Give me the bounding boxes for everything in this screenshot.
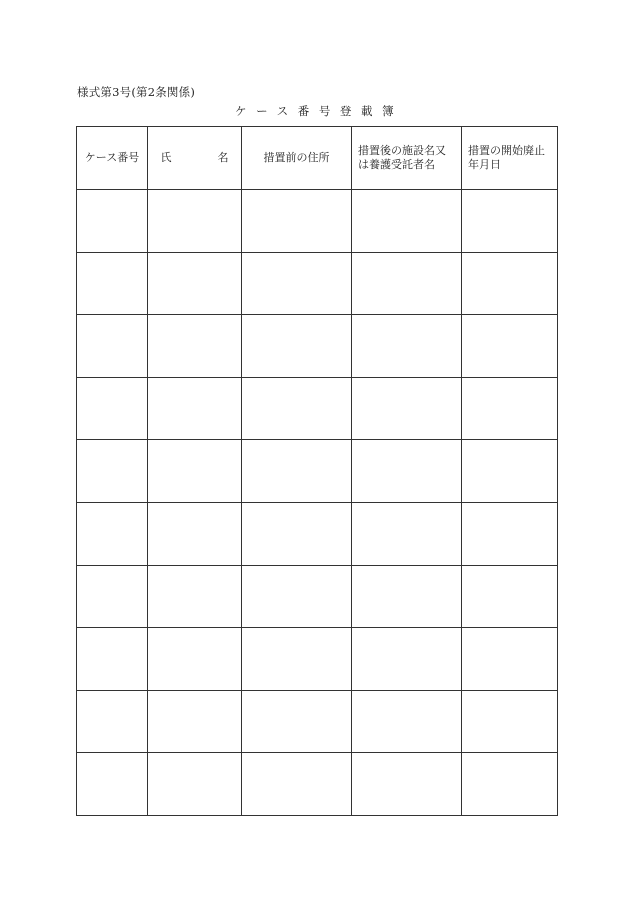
name-cell (148, 628, 242, 691)
facility-cell (352, 252, 462, 315)
header-start-end-date (462, 127, 558, 190)
date-cell (462, 252, 558, 315)
header-name-second: 名 (217, 151, 229, 164)
name-cell (148, 753, 242, 816)
name-cell (148, 252, 242, 315)
date-cell (462, 377, 558, 440)
case-number-cell (77, 690, 148, 753)
table-row (77, 628, 558, 691)
header-case-number: ケース番号 (77, 127, 148, 190)
prior-address-cell (242, 377, 352, 440)
facility-cell (352, 753, 462, 816)
facility-cell (352, 190, 462, 253)
facility-cell (352, 440, 462, 503)
case-number-cell (77, 252, 148, 315)
table-row (77, 565, 558, 628)
facility-cell (352, 377, 462, 440)
table-row (77, 315, 558, 378)
name-cell (148, 315, 242, 378)
table-row (77, 753, 558, 816)
facility-cell (352, 565, 462, 628)
facility-cell (352, 628, 462, 691)
table-row (77, 190, 558, 253)
form-number-label: 様式第3号(第2条関係) (77, 85, 196, 99)
prior-address-cell (242, 565, 352, 628)
case-number-cell (77, 315, 148, 378)
name-cell (148, 190, 242, 253)
prior-address-cell (242, 315, 352, 378)
name-cell (148, 502, 242, 565)
date-cell (462, 565, 558, 628)
date-cell (462, 628, 558, 691)
case-number-cell (77, 190, 148, 253)
header-facility-line2: は養護受託者名 (358, 158, 435, 171)
date-cell (462, 502, 558, 565)
prior-address-cell (242, 190, 352, 253)
prior-address-cell (242, 440, 352, 503)
facility-cell (352, 502, 462, 565)
name-cell (148, 565, 242, 628)
header-name (148, 127, 242, 190)
header-date-line2: 年月日 (468, 158, 501, 171)
header-name-first: 氏 (160, 151, 172, 164)
header-facility (352, 127, 462, 190)
table-row (77, 252, 558, 315)
table-row (77, 690, 558, 753)
prior-address-cell (242, 502, 352, 565)
register-body (77, 190, 558, 816)
case-number-cell (77, 628, 148, 691)
header-facility-line1: 措置後の施設名又 (358, 144, 446, 157)
prior-address-cell (242, 753, 352, 816)
header-date-line1: 措置の開始廃止 (468, 144, 545, 157)
table-row (77, 440, 558, 503)
facility-cell (352, 690, 462, 753)
prior-address-cell (242, 628, 352, 691)
facility-cell (352, 315, 462, 378)
prior-address-cell (242, 252, 352, 315)
case-number-cell (77, 377, 148, 440)
case-number-cell (77, 502, 148, 565)
date-cell (462, 315, 558, 378)
case-number-cell (77, 753, 148, 816)
header-prior-address: 措置前の住所 (242, 127, 352, 190)
header-row (77, 127, 558, 190)
table-row (77, 502, 558, 565)
name-cell (148, 377, 242, 440)
table-row (77, 377, 558, 440)
date-cell (462, 690, 558, 753)
prior-address-cell (242, 690, 352, 753)
case-number-cell (77, 440, 148, 503)
name-cell (148, 440, 242, 503)
case-number-cell (77, 565, 148, 628)
document-title: ケース番号登載簿 (235, 104, 404, 118)
name-cell (148, 690, 242, 753)
date-cell (462, 440, 558, 503)
case-register-table (76, 126, 558, 816)
date-cell (462, 753, 558, 816)
date-cell (462, 190, 558, 253)
